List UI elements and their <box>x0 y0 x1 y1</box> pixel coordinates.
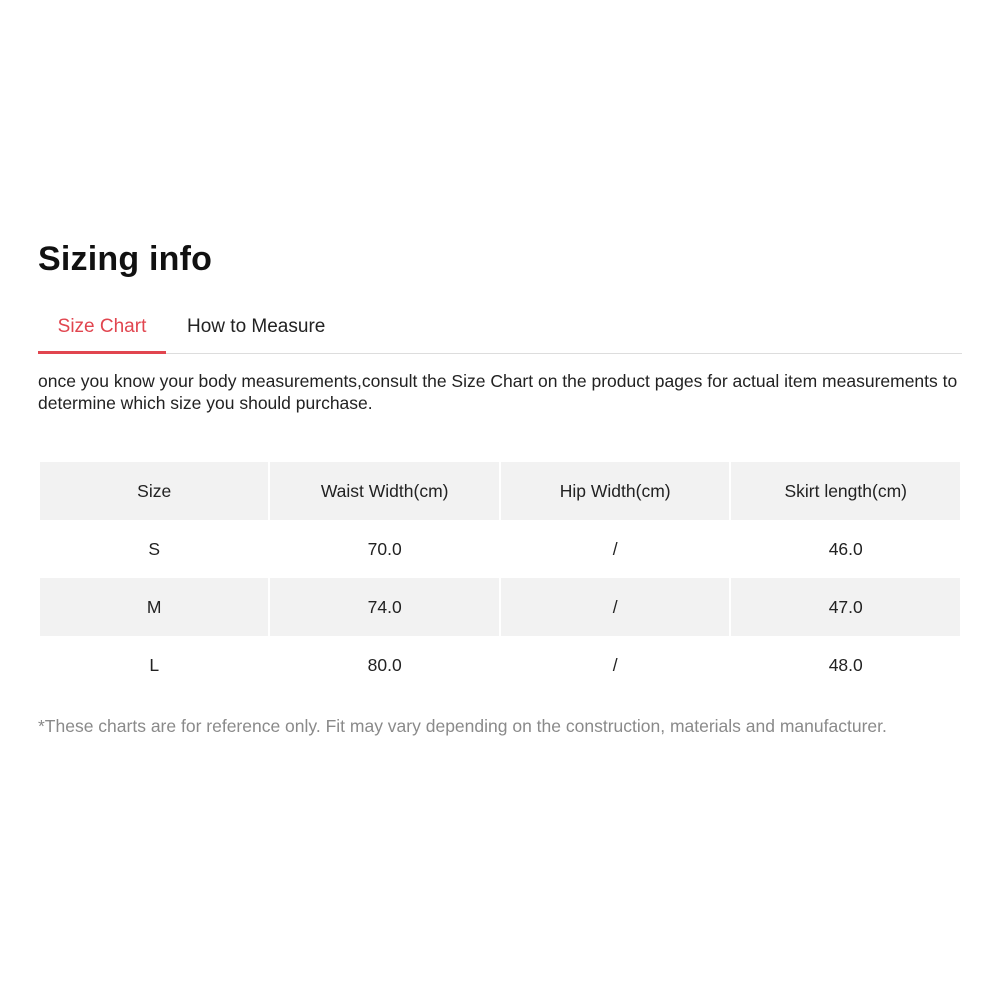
cell-waist-width: 74.0 <box>270 578 499 636</box>
cell-skirt-length: 46.0 <box>731 520 960 578</box>
tab-how-to-measure[interactable]: How to Measure <box>187 316 326 337</box>
table-row <box>40 636 960 694</box>
cell-size: L <box>40 636 268 694</box>
table-row <box>40 520 960 578</box>
header-skirt-length: Skirt length(cm) <box>731 462 960 520</box>
cell-waist-width: 80.0 <box>270 636 499 694</box>
tab-bar <box>38 305 962 354</box>
cell-skirt-length: 47.0 <box>731 578 960 636</box>
header-hip-width: Hip Width(cm) <box>501 462 730 520</box>
header-size: Size <box>40 462 268 520</box>
cell-waist-width: 70.0 <box>270 520 499 578</box>
table-row <box>40 578 960 636</box>
page-title: Sizing info <box>38 240 213 278</box>
disclaimer-note: *These charts are for reference only. Fit may vary depending on the construction, materials and manufacturer. <box>38 716 887 736</box>
cell-hip-width: / <box>501 520 730 578</box>
cell-hip-width: / <box>501 578 730 636</box>
header-waist-width: Waist Width(cm) <box>270 462 499 520</box>
description-text: once you know your body measurements,consult the Size Chart on the product pages for actual item measurements to determine which size you should purchase. <box>38 371 958 413</box>
cell-size: M <box>40 578 268 636</box>
table-header-row <box>40 462 960 520</box>
cell-hip-width: / <box>501 636 730 694</box>
tab-size-chart[interactable]: Size Chart <box>38 305 166 354</box>
cell-size: S <box>40 520 268 578</box>
cell-skirt-length: 48.0 <box>731 636 960 694</box>
size-table <box>38 462 962 694</box>
